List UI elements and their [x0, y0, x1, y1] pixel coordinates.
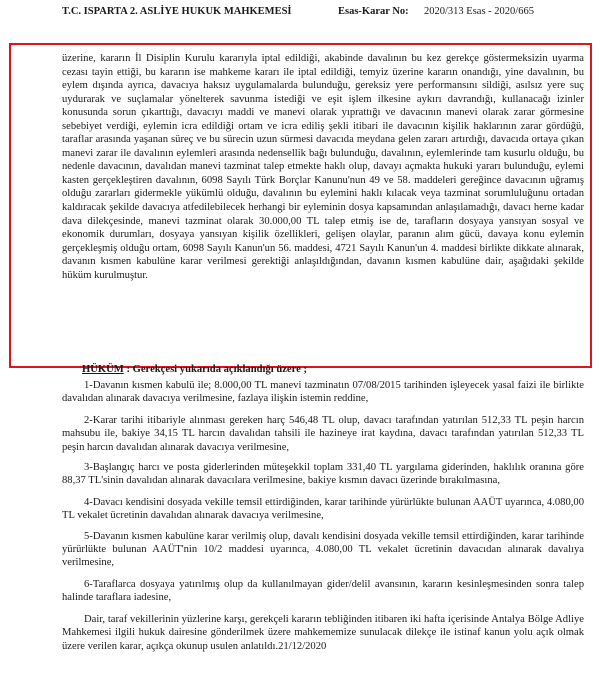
court-name: T.C. ISPARTA 2. ASLİYE HUKUK MAHKEMESİ: [62, 6, 292, 17]
verdict-subtitle: : Gerekçesi yukarıda açıklandığı üzere ;: [126, 364, 308, 375]
verdict-title: HÜKÜM: [82, 364, 124, 375]
highlighted-reasoning-text: üzerine, kararın İl Disiplin Kurulu kararıyla iptal edildiği, akabinde davalının bu kez gerekçe göstermeksizin uyarma cezası tayin ettiği, bu kararın ise mahkeme kararı ile iptal edildiği, temyiz üzerine kararın onandığı, yine davalının, bu eylem dışında ayrıca, davacıya haksız uygulamalarda bulunduğu, gereksiz yere performansını sildiği, asılsız yere suç uydurarak ve suçlamalar yönelterek savunma istediği ve eşit işlem ilkesine aykırı davrandığı, kullanacağı izinler konusunda sorun çıkarttığı, davacıyı maddi ve manevi olarak yıprattığı ve davacının manevi olarak zarar görmesine sebebiyet verdiği, eylemin icra edildiği ortam ve icra ediliş şekli itibari ile davacının kişilik haklarının zarar gördüğü, taraflar arasında yaşanan süreç ve bu sürecin uzun sürmesi davacıda meydana gelen zararı artırdığı, davacıda ortaya çıkan manevi zarar ile davalının eylemleri arasında nedensellik bağı bulunduğu, davalının, eylemlerinde tam kusurlu olduğu, bu nedenle davacının, davalıdan manevi tazminat talep etmekte haklı olup, davayı açmakta hukuki yararı bulunduğu, eylemi kasten gerçekleştiren davalının, 6098 Sayılı Türk Borçlar Kanunu'nun 49 ve 58. maddeleri gereğince davacının uğramış olduğu zararları gidermekle yükümlü olduğu, davalının bu eylemini haklı kılacak veya tazminat sorumluluğunu ortadan kaldıracak şekilde davacıya atfedilebilecek herhangi bir eyleminin dosya kapsamından anlaşılamadığı, davacı herne kadar dava dilekçesinde, manevi tazminat olarak 30.000,00 TL talep etmiş ise de, tarafların dosyaya yansıyan sosyal ve ekonomik durumları, dosyaya yansıyan kişilik özellikleri, gelişen olaylar, paranın alım gücü, davaya konu eylemin gerçekleşmiş olduğu ortam, 6098 Sayılı Kanun'un 56. maddesi, 4721 Sayılı Kanun'un 4. maddesi birlikte dikkate alınarak, davanın kısmen kabulüne karar verilmesi gerektiği anlaşıldığından, davanın kısmen kabulüne dair, aşağıdaki şekilde hüküm kurulmuştur.: [62, 53, 584, 281]
case-number-label: Esas-Karar No:: [338, 6, 409, 17]
verdict-item: 6-Taraflarca dosyaya yatırılmış olup da kullanılmayan gider/delil avansının, kararın kesinleşmesinden sonra talep halinde taraflara iadesine,: [62, 578, 584, 604]
verdict-item: 1-Davanın kısmen kabulü ile; 8.000,00 TL manevi tazminatın 07/08/2015 tarihinden işleyecek yasal faizi ile birlikte davalıdan alınarak davacıya verilmesine, fazlaya ilişkin istemin reddine,: [62, 380, 584, 405]
verdict-list: [62, 379, 584, 653]
verdict-item: 2-Karar tarihi itibariyle alınması gereken harç 546,48 TL olup, davacı tarafından yatırılan 512,33 TL peşin harcın mahsubu ile, bakiye 34,15 TL harcın davalıdan tahsili ile hazineye irat kaydına, davacı tarafından yatırılan 512,33 TL peşin harcın davalıdan alınarak davacıya verilmesine,: [62, 414, 584, 453]
document-header: [0, 6, 600, 22]
verdict-closing: Dair, taraf vekillerinin yüzlerine karşı, gerekçeli kararın tebliğinden itibaren iki hafta içerisinde Antalya Bölge Adliye Mahkemesi ilgili hukuk dairesine gönderilmek üzere mahkememize sunulacak dilekçe ile istinaf kanun yolu açık olmak üzere verilen karar, açıkça okunup usulen anlatıldı.21/12/2020: [62, 613, 584, 652]
case-number-value: 2020/313 Esas - 2020/665: [424, 6, 534, 17]
verdict-heading: [82, 364, 307, 375]
verdict-item: 5-Davanın kısmen kabulüne karar verilmiş olup, davalı kendisini dosyada vekille temsil ettirdiğinden, karar tarihinde yürürlükte bulunan AAÜT'nin 10/2 maddesi uyarınca, 4.080,00 TL vekalet ücretinin davacıdan alınarak davalıya verilmesine,: [62, 530, 584, 569]
verdict-item: 4-Davacı kendisini dosyada vekille temsil ettirdiğinden, karar tarihinde yürürlükte bulunan AAÜT uyarınca, 4.080,00 TL vekalet ücretinin davalıdan alınarak davacıya verilmesine,: [62, 496, 584, 522]
verdict-item: 3-Başlangıç harcı ve posta giderlerinden müteşekkil toplam 331,40 TL yargılama giderinden, haklılık oranına göre 88,37 TL'sinin davalıdan alınarak davacılara verilmesine, bakiye kısmın davacı üzerinde bırakılmasına,: [62, 462, 584, 487]
